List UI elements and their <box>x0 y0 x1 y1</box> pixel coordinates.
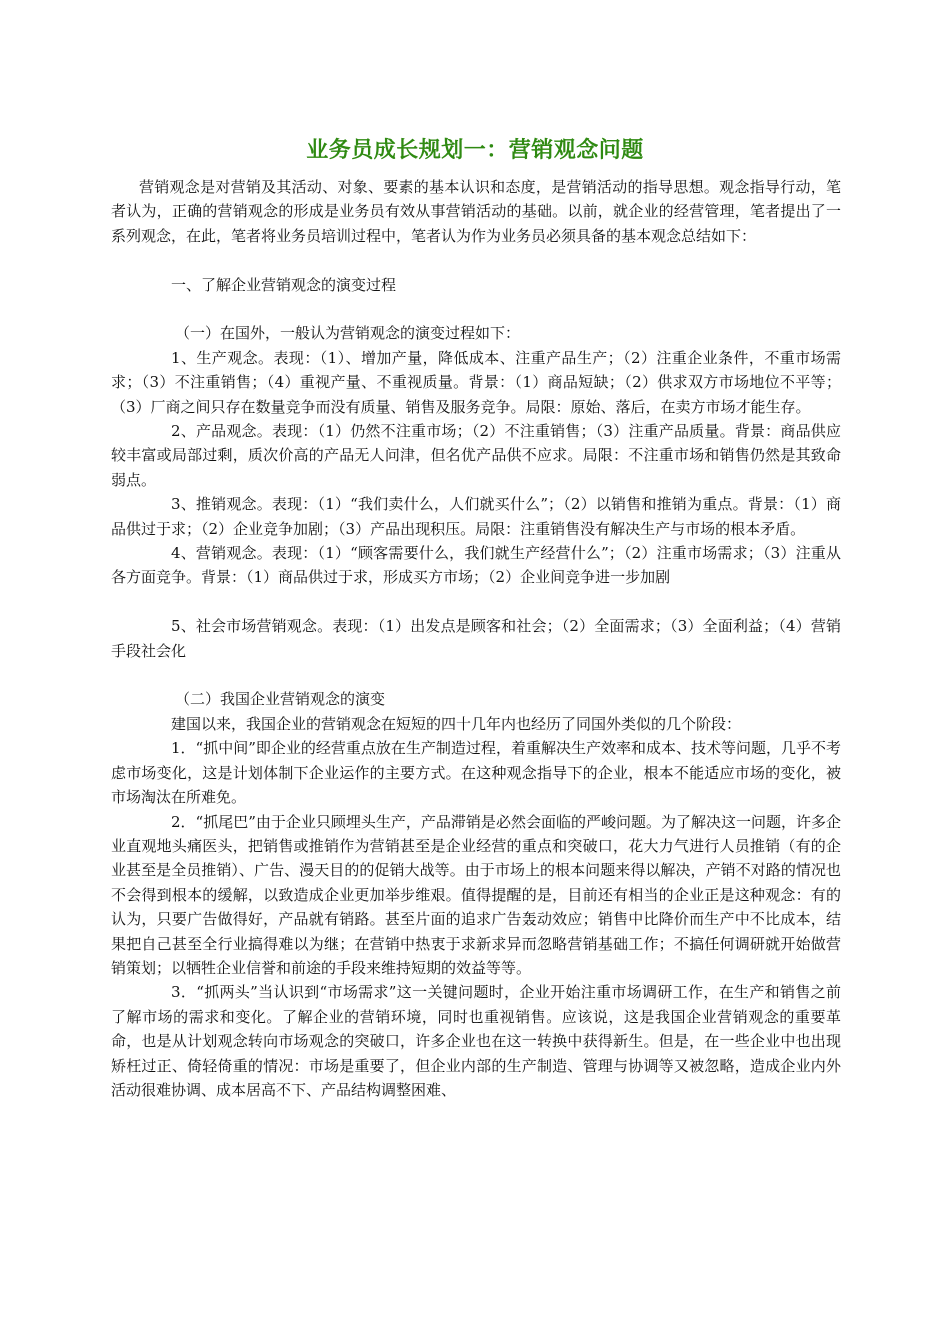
document-title: 业务员成长规划一：营销观念问题 <box>306 138 644 163</box>
section-heading-1: 一、了解企业营销观念的演变过程 <box>171 275 397 294</box>
stage-focus-tail: 2．“抓尾巴”由于企业只顾埋头生产，产品滞销是必然会面临的严峻问题。为了解决这一问题，许多企业直观地头痛医头，把销售或推销作为营销甚至是企业经营的重点和突破口，花大力气进行人员推销（有的企业甚至是全员推销）、广告、漫天目的的促销大战等。由于市场上的根本问题来得以解决，产销不对路的情况也不会得到根本的缓解，以致造成企业更加举步维艰。值得提醒的是，目前还有相当的企业正是这种观念：有的认为，只要广告做得好，产品就有销路。甚至片面的追求广告轰动效应；销售中比降价而生产中不比成本，结果把自己甚至全行业搞得难以为继；在营销中热衷于求新求异而忽略营销基础工作；不搞任何调研就开始做营销策划；以牺牲企业信誉和前途的手段来维持短期的效益等等。 <box>111 812 841 977</box>
intro-paragraph: 营销观念是对营销及其活动、对象、要素的基本认识和态度，是营销活动的指导思想。观念指导行动，笔者认为，正确的营销观念的形成是业务员有效从事营销活动的基础。以前，就企业的经营管理，笔者提出了一系列观念，在此，笔者将业务员培训过程中，笔者认为作为业务员必须具备的基本观念总结如下： <box>111 178 841 245</box>
spacer <box>111 248 841 272</box>
stage-focus-middle: 1．“抓中间”即企业的经营重点放在生产制造过程，着重解决生产效率和成本、技术等问题，几乎不考虑市场变化，这是计划体制下企业运作的主要方式。在这种观念指导下的企业，根本不能适应市场的变化，被市场淘汰在所难免。 <box>111 739 841 807</box>
item-product-concept: 2、产品观念。表现：（1）仍然不注重市场；（2）不注重销售；（3）注重产品质量。背景：商品供应较丰富或局部过剩，质次价高的产品无人问津，但名优产品供不应求。局限：不注重市场和销售仍然是其致命弱点。 <box>111 422 841 489</box>
subsection-heading-1: （一）在国外，一般认为营销观念的演变过程如下： <box>175 324 521 343</box>
subsection-heading-2: （二）我国企业营销观念的演变 <box>175 690 386 709</box>
stage-focus-both-ends: 3．“抓两头”当认识到“市场需求”这一关键问题时，企业开始注重市场调研工作，在生产和销售之前了解市场的需求和变化。了解企业的营销环境，同时也重视销售。应该说，这是我国企业营销观念的重要革命，也是从计划观念转向市场观念的突破口，许多企业也在这一转换中获得新生。但是，在一些企业中也出现矫枉过正、倚轻倚重的情况：市场是重要了，但企业内部的生产制造、管理与协调等又被忽略，造成企业内外活动很难协调、成本居高不下、产品结构调整困难、 <box>111 983 841 1099</box>
document-body <box>111 175 841 1102</box>
item-selling-concept: 3、推销观念。表现：（1）“我们卖什么，人们就买什么”；（2）以销售和推销为重点。背景：（1）商品供过于求；（2）企业竞争加剧；（3）产品出现积压。局限：注重销售没有解决生产与市场的根本矛盾。 <box>111 495 841 538</box>
item-production-concept: 1、生产观念。表现：（1）、增加产量，降低成本、注重产品生产；（2）注重企业条件，不重市场需求；（3）不注重销售；（4）重视产量、不重视质量。背景：（1）商品短缺；（2）供求双方市场地位不平等；（3）厂商之间只存在数量竞争而没有质量、销售及服务竞争。局限：原始、落后，在卖方市场才能生存。 <box>111 348 841 416</box>
spacer <box>111 663 841 687</box>
spacer <box>111 590 841 614</box>
spacer <box>111 297 841 321</box>
subsection-2-intro: 建国以来，我国企业的营销观念在短短的四十几年内也经历了同国外类似的几个阶段： <box>171 714 742 733</box>
item-social-marketing-concept: 5、社会市场营销观念。表现：（1）出发点是顾客和社会；（2）全面需求；（3）全面利益；（4）营销手段社会化 <box>111 617 841 660</box>
item-marketing-concept: 4、营销观念。表现：（1）“顾客需要什么，我们就生产经营什么”；（2）注重市场需求；（3）注重从各方面竞争。背景：（1）商品供过于求，形成买方市场；（2）企业间竞争进一步加剧 <box>111 544 841 587</box>
